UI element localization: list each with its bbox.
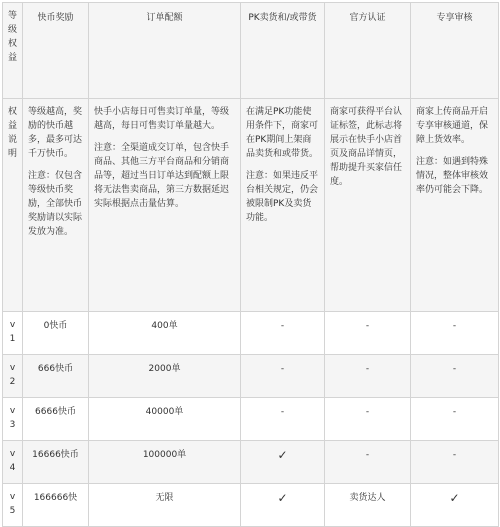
pk-cell: - (241, 355, 325, 398)
header-pk-selling: PK卖货和/或带货 (241, 3, 325, 99)
header-level-benefits: 等级权益 (3, 3, 23, 99)
desc-note: 注意：仅包含等级快币奖励，全部快币奖励请以实际发放为准。 (28, 171, 83, 237)
pk-cell: - (241, 312, 325, 355)
desc-text: 快手小店每日可售卖订单量，等级越高，每日可售卖订单量越大。 (94, 107, 230, 131)
desc-text: 等级越高，奖励的快币越多，最多可达千万快币。 (28, 107, 83, 159)
coins-cell: 16666快币 (23, 441, 89, 484)
quota-cell: 2000单 (89, 355, 241, 398)
table-row (3, 484, 499, 527)
level-cell: v5 (3, 484, 23, 527)
desc-note: 注意：全渠道成交订单，包含快手商品、其他三方平台商品和分销商品等，超过当日订单达到配额上限将无法售卖商品，第三方数据延迟实际根据点击量估算。 (94, 143, 230, 209)
table-row (3, 441, 499, 484)
cert-cell: 卖货达人 (325, 484, 411, 527)
header-official-cert: 官方认证 (325, 3, 411, 99)
coins-cell: 666快币 (23, 355, 89, 398)
desc-text: 商家上传商品开启专享审核通道，保障上货效率。 (416, 107, 489, 145)
desc-coin-reward (23, 99, 89, 312)
coins-cell: 6666快币 (23, 398, 89, 441)
header-order-quota: 订单配额 (89, 3, 241, 99)
desc-text: 商家可获得平台认证标签，此标志将展示在快手小店首页及商品详情页，帮助提升买家信任度。 (330, 107, 403, 187)
table-row (3, 312, 499, 355)
cert-cell: - (325, 398, 411, 441)
level-cell: v1 (3, 312, 23, 355)
table-header-row (3, 3, 499, 99)
desc-note: 注意：如遇到特殊情况，整体审核效率仍可能会下降。 (416, 157, 489, 195)
header-exclusive-review: 专享审核 (411, 3, 499, 99)
review-cell: - (411, 441, 499, 484)
review-cell: - (411, 312, 499, 355)
desc-pk-selling (241, 99, 325, 312)
desc-official-cert (325, 99, 411, 312)
cert-cell: - (325, 312, 411, 355)
header-coin-reward: 快币奖励 (23, 3, 89, 99)
level-cell: v2 (3, 355, 23, 398)
coins-cell: 166666快 (23, 484, 89, 527)
table-row (3, 398, 499, 441)
review-cell: - (411, 398, 499, 441)
quota-cell: 40000单 (89, 398, 241, 441)
desc-note: 注意：如果违反平台相关规定，仍会被限制PK及卖货功能。 (246, 171, 319, 223)
quota-cell: 无限 (89, 484, 241, 527)
quota-cell: 100000单 (89, 441, 241, 484)
pk-check-icon: ✓ (241, 484, 325, 527)
cert-cell: - (325, 355, 411, 398)
level-cell: v3 (3, 398, 23, 441)
benefits-table (2, 2, 499, 527)
pk-check-icon: ✓ (241, 441, 325, 484)
cert-cell: - (325, 441, 411, 484)
quota-cell: 400单 (89, 312, 241, 355)
desc-text: 在满足PK功能使用条件下，商家可在PK期间上架商品卖货和或带货。 (246, 107, 319, 159)
pk-cell: - (241, 398, 325, 441)
desc-order-quota (89, 99, 241, 312)
review-check-icon: ✓ (411, 484, 499, 527)
level-cell: v4 (3, 441, 23, 484)
benefit-description-row (3, 99, 499, 312)
row-label-benefit-description: 权益说明 (3, 99, 23, 312)
coins-cell: 0快币 (23, 312, 89, 355)
table-row (3, 355, 499, 398)
review-cell: - (411, 355, 499, 398)
desc-exclusive-review (411, 99, 499, 312)
